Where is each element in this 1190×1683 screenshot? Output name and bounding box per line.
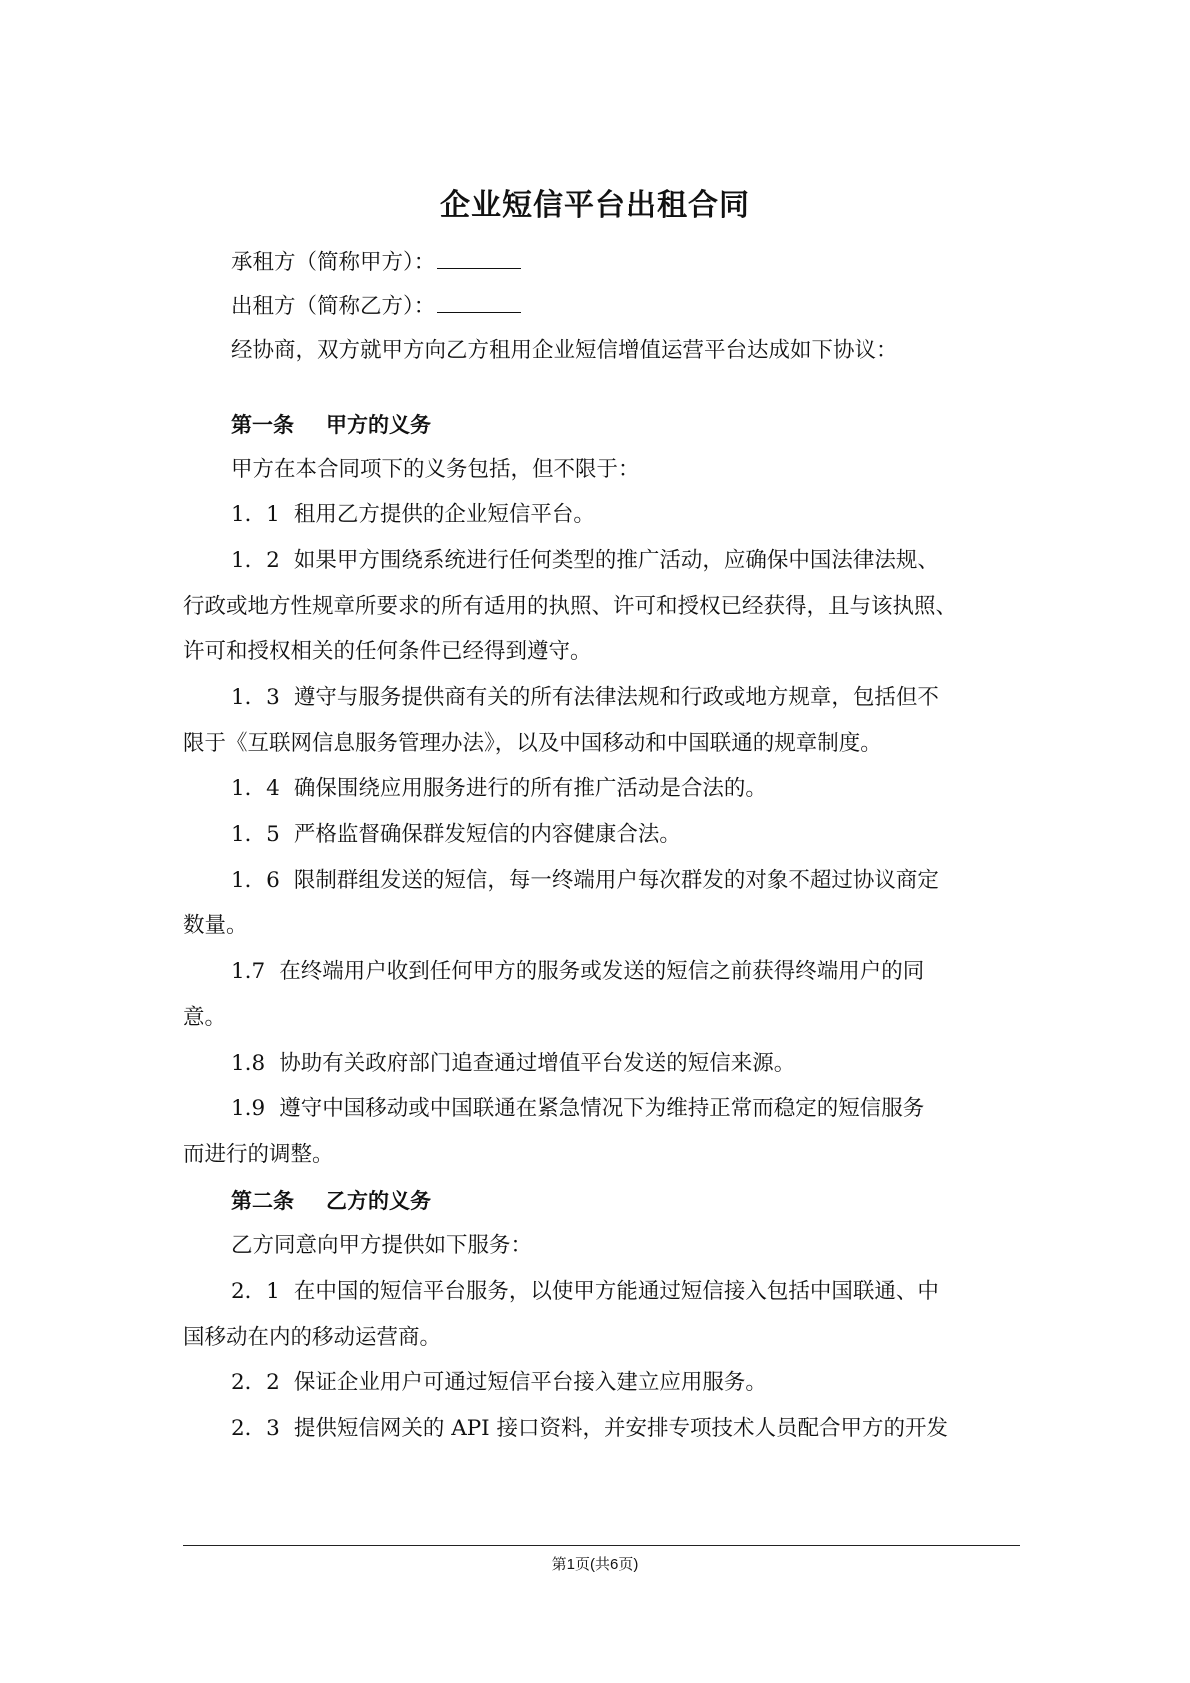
clause-number: 1．1 (231, 502, 280, 527)
clause-text: 提供短信网关的 API 接口资料，并安排专项技术人员配合甲方的开发 (293, 1416, 949, 1441)
clause-1-7 (231, 957, 924, 987)
article2-heading-no: 第二条 (231, 1189, 294, 1213)
clause-1-9 (231, 1094, 924, 1124)
clause-text: 在中国的短信平台服务，以使甲方能通过短信接入包括中国联通、中 (293, 1279, 939, 1304)
clause-text: 如果甲方围绕系统进行任何类型的推广活动，应确保中国法律法规、 (293, 548, 939, 573)
article1-heading-no: 第一条 (231, 413, 294, 437)
clause-1-6-cont1: 数量。 (183, 913, 248, 938)
clause-1-2-cont2: 许可和授权相关的任何条件已经得到遵守。 (183, 639, 592, 664)
footer-divider (183, 1545, 1020, 1546)
clause-1-1 (231, 500, 595, 530)
clause-1-3 (231, 683, 939, 713)
clause-text: 协助有关政府部门追查通过增值平台发送的短信来源。 (279, 1051, 796, 1076)
page-title: 企业短信平台出租合同 (440, 188, 750, 223)
clause-1-5 (231, 820, 681, 850)
clause-number: 1．3 (231, 685, 280, 710)
clause-2-1 (231, 1277, 939, 1307)
page-number: 第1页(共6页) (551, 1556, 639, 1573)
clause-number: 1．4 (231, 776, 280, 801)
clause-text: 遵守与服务提供商有关的所有法律法规和行政或地方规章，包括但不 (293, 685, 939, 710)
lessor-label: 出租方（简称乙方）： (231, 294, 436, 319)
article1-lead: 甲方在本合同项下的义务包括，但不限于： (231, 457, 640, 482)
clause-text: 保证企业用户可通过短信平台接入建立应用服务。 (293, 1370, 767, 1395)
lessee-line (231, 248, 521, 278)
lessee-blank (437, 248, 521, 269)
clause-number: 1.9 (231, 1096, 266, 1121)
clause-number: 2．1 (231, 1279, 280, 1304)
intro-text: 经协商，双方就甲方向乙方租用企业短信增值运营平台达成如下协议： (231, 338, 898, 363)
lessor-blank (437, 292, 521, 313)
clause-text: 租用乙方提供的企业短信平台。 (293, 502, 595, 527)
article1-heading-text: 甲方的义务 (326, 413, 431, 437)
lessor-line (231, 292, 521, 322)
clause-1-2-cont1: 行政或地方性规章所要求的所有适用的执照、许可和授权已经获得，且与该执照、 (183, 594, 958, 619)
clause-1-7-cont1: 意。 (183, 1005, 227, 1030)
clause-2-2 (231, 1368, 767, 1398)
clause-1-9-cont1: 而进行的调整。 (183, 1142, 334, 1167)
clause-1-4 (231, 774, 767, 804)
article2-heading (231, 1186, 431, 1216)
clause-1-8 (231, 1049, 795, 1079)
clause-2-3 (231, 1414, 948, 1444)
clause-1-6 (231, 866, 939, 896)
clause-text: 遵守中国移动或中国联通在紧急情况下为维持正常而稳定的短信服务 (279, 1096, 925, 1121)
article2-lead: 乙方同意向甲方提供如下服务： (231, 1233, 533, 1258)
clause-number: 2．3 (231, 1416, 280, 1441)
clause-number: 1．6 (231, 868, 280, 893)
clause-number: 1.8 (231, 1051, 266, 1076)
article1-heading (231, 410, 431, 440)
clause-1-3-cont1: 限于《互联网信息服务管理办法》，以及中国移动和中国联通的规章制度。 (183, 731, 882, 756)
clause-number: 1．2 (231, 548, 280, 573)
clause-number: 1.7 (231, 959, 266, 984)
lessee-label: 承租方（简称甲方）： (231, 250, 436, 275)
clause-1-2 (231, 546, 939, 576)
clause-text: 确保围绕应用服务进行的所有推广活动是合法的。 (293, 776, 767, 801)
clause-text: 严格监督确保群发短信的内容健康合法。 (293, 822, 681, 847)
clause-2-1-cont1: 国移动在内的移动运营商。 (183, 1325, 442, 1350)
clause-number: 2．2 (231, 1370, 280, 1395)
article2-heading-text: 乙方的义务 (326, 1189, 431, 1213)
clause-text: 在终端用户收到任何甲方的服务或发送的短信之前获得终端用户的同 (279, 959, 925, 984)
clause-number: 1．5 (231, 822, 280, 847)
clause-text: 限制群组发送的短信，每一终端用户每次群发的对象不超过协议商定 (293, 868, 939, 893)
